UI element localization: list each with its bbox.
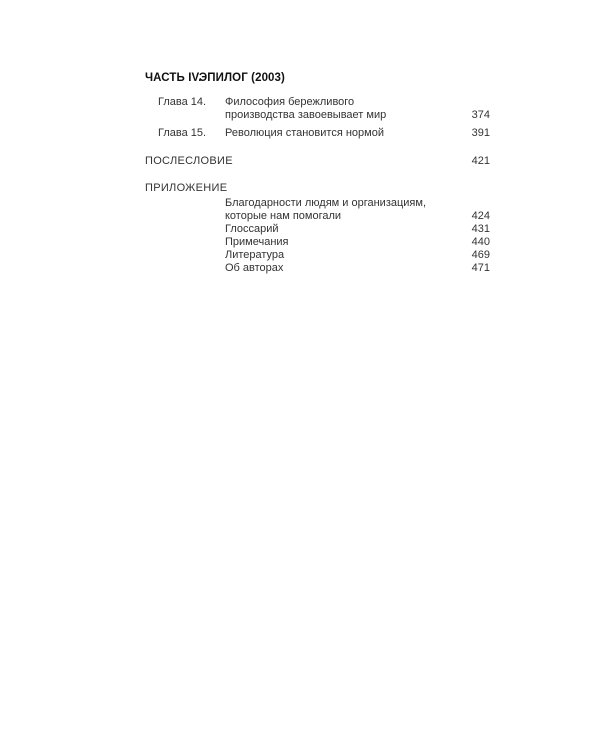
appendix-acknowledgements-line1: Благодарности людям и организациям,	[225, 197, 427, 209]
appendix-literature: Литература	[225, 249, 285, 261]
chapter-14-page: 374	[471, 109, 490, 121]
appendix-notes: Примечания	[225, 236, 289, 248]
appendix-glossary: Глоссарий	[225, 223, 279, 235]
afterword-title: ПОСЛЕСЛОВИЕ	[145, 155, 233, 167]
appendix-notes-page: 440	[471, 236, 490, 248]
appendix-glossary-page: 431	[471, 223, 490, 235]
appendix-about-authors-page: 471	[471, 262, 490, 274]
afterword-page: 421	[471, 155, 490, 167]
chapter-14-title-line2: производства завоевывает мир	[225, 109, 387, 121]
part-title: ЭПИЛОГ (2003)	[199, 72, 285, 84]
chapter-14-title-line1: Философия бережливого	[225, 96, 355, 108]
chapter-15-number: Глава 15.	[158, 127, 207, 139]
chapter-14-number: Глава 14.	[158, 96, 207, 108]
appendix-acknowledgements-page: 424	[471, 210, 490, 222]
chapter-15-page: 391	[471, 127, 490, 139]
part-label: ЧАСТЬ IV.	[145, 72, 202, 84]
appendix-about-authors: Об авторах	[225, 262, 284, 274]
appendix-literature-page: 469	[471, 249, 490, 261]
chapter-15-title: Революция становится нормой	[225, 127, 384, 139]
appendix-acknowledgements-line2: которые нам помогали	[225, 210, 342, 222]
appendix-title: ПРИЛОЖЕНИЕ	[145, 182, 228, 194]
